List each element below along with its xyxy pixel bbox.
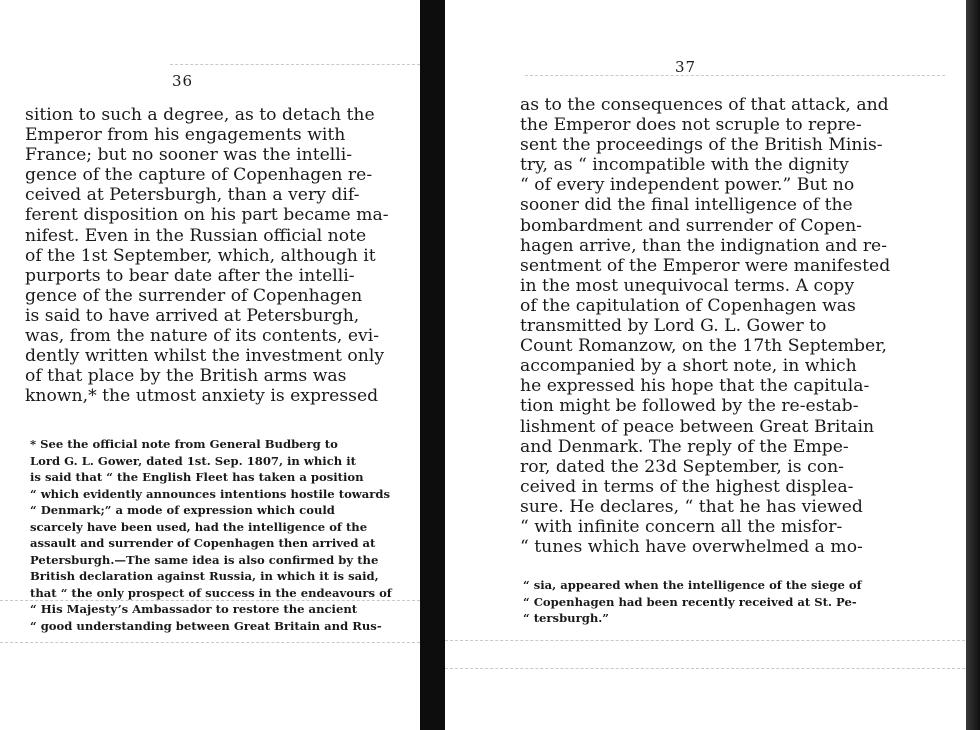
text-line: is said to have arrived at Petersburgh, bbox=[25, 305, 360, 326]
footnote-line: “ tersburgh.” bbox=[523, 611, 609, 625]
text-line: purports to bear date after the intelli- bbox=[25, 265, 355, 286]
text-line: in the most unequivocal terms. A copy bbox=[520, 275, 855, 296]
main-text bbox=[25, 105, 389, 407]
dotted-rule bbox=[445, 668, 965, 669]
text-line: of the capitulation of Copenhagen was bbox=[520, 295, 856, 316]
text-line: hagen arrive, than the indignation and re- bbox=[520, 235, 888, 256]
text-line: “ of every independent power.” But no bbox=[520, 175, 855, 196]
footnote bbox=[30, 436, 392, 634]
dotted-rule bbox=[170, 64, 420, 65]
text-line: he expressed his hope that the capitula- bbox=[520, 376, 870, 397]
text-line: was, from the nature of its contents, evi- bbox=[25, 326, 380, 347]
dotted-rule bbox=[0, 642, 420, 643]
text-line: sure. He declares, “ that he has viewed bbox=[520, 496, 863, 517]
text-line: dently written whilst the investment only bbox=[25, 346, 385, 367]
text-line: tion might be followed by the re-estab- bbox=[520, 396, 859, 417]
text-line: sition to such a degree, as to detach the bbox=[25, 105, 375, 125]
right-page bbox=[445, 0, 965, 730]
text-line: nifest. Even in the Russian official note bbox=[25, 225, 367, 246]
footnote-line: “ which evidently announces intentions hostile towards bbox=[30, 486, 391, 501]
footnote-line: British declaration against Russia, in which it is said, bbox=[30, 569, 379, 583]
text-line: of that place by the British arms was bbox=[25, 366, 347, 387]
footnote-line: “ good understanding between Great Britain and Rus- bbox=[30, 618, 382, 633]
footnote-line: “ Denmark;” a mode of expression which could bbox=[30, 503, 335, 517]
dotted-rule bbox=[445, 640, 965, 641]
footnote-line: Lord G. L. Gower, dated 1st. Sep. 1807, in which it bbox=[30, 453, 356, 468]
footnote-line: Petersburgh.—The same idea is also confirmed by the bbox=[30, 552, 379, 567]
text-line: France; but no sooner was the intelli- bbox=[25, 145, 353, 166]
text-line: try, as “ incompatible with the dignity bbox=[520, 155, 849, 176]
text-line: ferent disposition on his part became ma- bbox=[25, 205, 389, 226]
text-line: bombardment and surrender of Copen- bbox=[520, 215, 862, 236]
dotted-rule bbox=[525, 75, 945, 76]
text-line: gence of the surrender of Copenhagen bbox=[25, 285, 363, 306]
page-edge-shadow bbox=[966, 0, 980, 730]
text-line: “ with infinite concern all the misfor- bbox=[520, 516, 843, 537]
footnote-line: is said that “ the English Fleet has taken a position bbox=[30, 470, 364, 484]
text-line: and Denmark. The reply of the Empe- bbox=[520, 436, 849, 457]
text-line: the Emperor does not scruple to repre- bbox=[520, 115, 862, 136]
book-gutter bbox=[420, 0, 445, 730]
text-line: “ tunes which have overwhelmed a mo- bbox=[520, 537, 863, 558]
text-line: ceived at Petersburgh, than a very dif- bbox=[25, 185, 360, 206]
text-line: of the 1st September, which, although it bbox=[25, 245, 376, 266]
text-line: ror, dated the 23d September, is con- bbox=[520, 456, 844, 477]
footnote-line: “ Copenhagen had been recently received at St. Pe- bbox=[523, 594, 857, 609]
text-line: transmitted by Lord G. L. Gower to bbox=[520, 316, 827, 337]
text-line: sentment of the Emperor were manifested bbox=[520, 255, 891, 276]
footnote-line: assault and surrender of Copenhagen then arrived at bbox=[30, 536, 376, 550]
text-line: gence of the capture of Copenhagen re- bbox=[25, 165, 373, 186]
page-number: 37 bbox=[675, 58, 697, 76]
footnote-line: “ sia, appeared when the intelligence of the siege of bbox=[523, 578, 862, 592]
footnote-line: that “ the only prospect of success in the endeavours of bbox=[30, 585, 392, 600]
text-line: lishment of peace between Great Britain bbox=[520, 416, 875, 437]
text-line: as to the consequences of that attack, and bbox=[520, 95, 889, 115]
text-line: ceived in terms of the highest displea- bbox=[520, 476, 854, 497]
text-line: known,* the utmost anxiety is expressed bbox=[25, 386, 379, 407]
text-line: accompanied by a short note, in which bbox=[520, 356, 857, 377]
footnote bbox=[523, 577, 943, 627]
footnote-line: “ His Majesty’s Ambassador to restore the ancient bbox=[30, 602, 358, 616]
page-number: 36 bbox=[172, 72, 194, 90]
text-line: Count Romanzow, on the 17th September, bbox=[520, 336, 888, 357]
footnote-line: scarcely have been used, had the intelligence of the bbox=[30, 519, 368, 534]
left-page bbox=[0, 0, 420, 730]
footnote-line: * See the official note from General Budberg to bbox=[30, 437, 338, 451]
main-text bbox=[520, 95, 940, 557]
text-line: sent the proceedings of the British Minis- bbox=[520, 135, 883, 156]
text-line: Emperor from his engagements with bbox=[25, 125, 346, 146]
text-line: sooner did the final intelligence of the bbox=[520, 195, 853, 216]
